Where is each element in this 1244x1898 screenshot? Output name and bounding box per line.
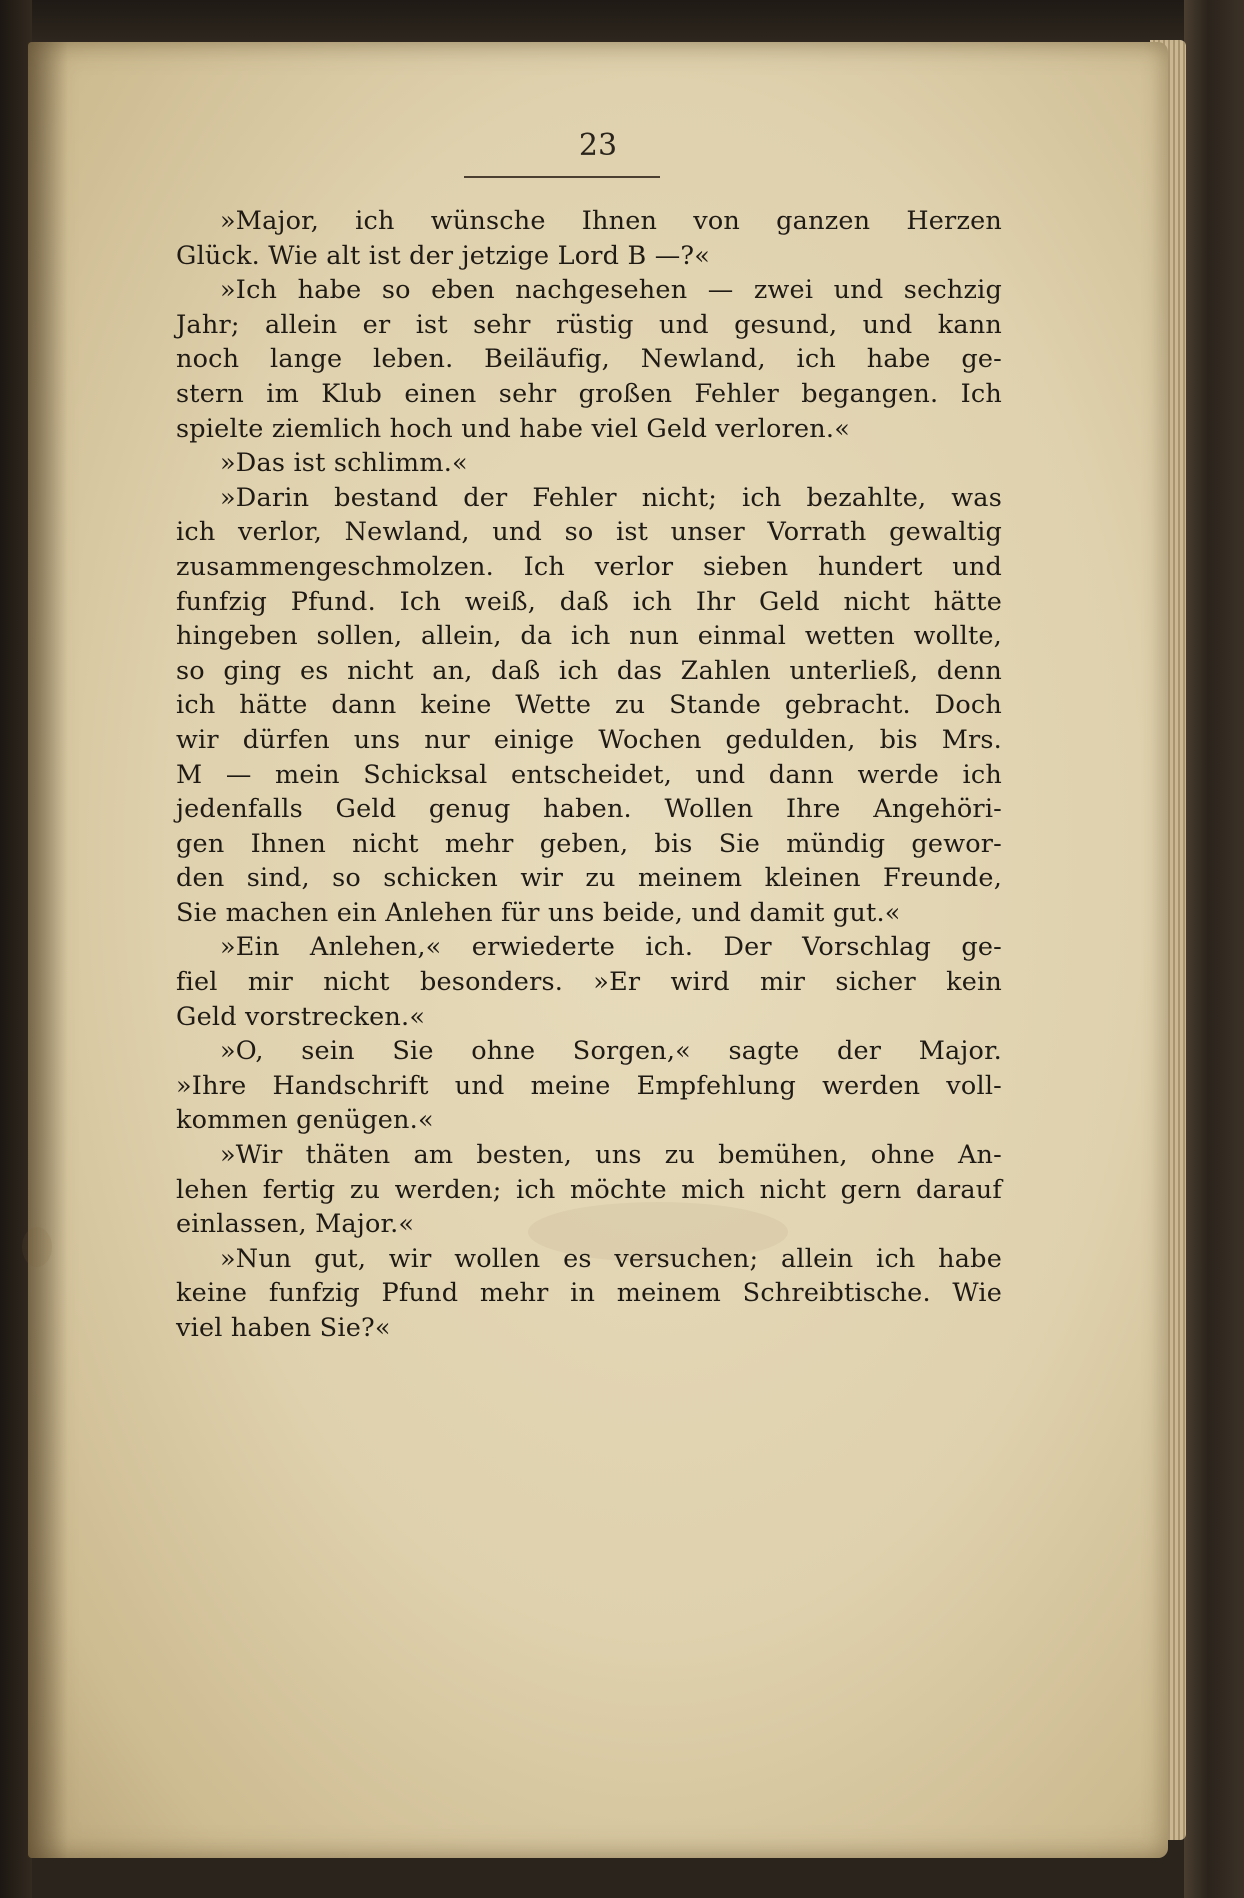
spine-shadow	[28, 42, 68, 1858]
text-line: »Nun gut, wir wollen es versuchen; allein ich habe	[220, 1243, 1002, 1274]
paragraph	[132, 1138, 1002, 1242]
text-line: wir dürfen uns nur einige Wochen gedulden, bis Mrs.	[176, 724, 1002, 755]
text-line: kommen genügen.«	[176, 1105, 434, 1136]
book-cover-right	[1184, 0, 1244, 1898]
text-line: »Ihre Handschrift und meine Empfehlung werden voll-	[176, 1070, 1002, 1101]
page-text	[132, 204, 1002, 1346]
text-line: stern im Klub einen sehr großen Fehler begangen. Ich	[176, 378, 1002, 409]
text-line: hingeben sollen, allein, da ich nun einmal wetten wollte,	[176, 621, 1002, 652]
text-line: Jahr; allein er ist sehr rüstig und gesund, und kann	[176, 309, 1002, 340]
text-line: »Darin bestand der Fehler nicht; ich bezahlte, was	[220, 482, 1002, 513]
header-rule	[464, 176, 660, 178]
text-line: »Ein Anlehen,« erwiederte ich. Der Vorschlag ge-	[220, 932, 1002, 963]
text-line: Geld vorstrecken.«	[176, 1001, 426, 1032]
text-line: lehen fertig zu werden; ich möchte mich nicht gern darauf	[176, 1174, 1002, 1205]
text-line: jedenfalls Geld genug haben. Wollen Ihre Angehöri-	[176, 794, 1002, 825]
paragraph	[132, 273, 1002, 446]
paragraph	[132, 481, 1002, 931]
page-stain	[22, 1227, 52, 1267]
text-line: gen Ihnen nicht mehr geben, bis Sie mündig gewor-	[176, 828, 1002, 859]
text-line: ich verlor, Newland, und so ist unser Vorrath gewaltig	[176, 517, 1002, 548]
text-line: zusammengeschmolzen. Ich verlor sieben hundert und	[176, 551, 1002, 582]
text-line: »O, sein Sie ohne Sorgen,« sagte der Major.	[220, 1036, 1002, 1067]
paragraph	[132, 204, 1002, 273]
text-line: spielte ziemlich hoch und habe viel Geld verloren.«	[176, 413, 851, 444]
text-line: noch lange leben. Beiläufig, Newland, ich habe ge-	[176, 344, 1002, 375]
text-line: einlassen, Major.«	[176, 1209, 415, 1240]
page-number: 23	[578, 128, 618, 163]
text-line: Sie machen ein Anlehen für uns beide, und damit gut.«	[176, 897, 901, 928]
text-line: viel haben Sie?«	[176, 1313, 391, 1343]
paragraph	[132, 1242, 1002, 1346]
paragraph	[132, 446, 1002, 481]
text-line: funfzig Pfund. Ich weiß, daß ich Ihr Geld nicht hätte	[176, 586, 1002, 617]
book-page	[28, 42, 1168, 1858]
text-line: so ging es nicht an, daß ich das Zahlen unterließ, denn	[176, 655, 1002, 686]
text-line: keine funfzig Pfund mehr in meinem Schreibtische. Wie	[176, 1278, 1002, 1309]
paragraph	[132, 930, 1002, 1034]
text-line: »Das ist schlimm.«	[220, 448, 468, 479]
text-line: »Ich habe so eben nachgesehen — zwei und sechzig	[220, 275, 1002, 306]
text-line: den sind, so schicken wir zu meinem kleinen Freunde,	[176, 863, 1002, 894]
paragraph	[132, 1034, 1002, 1138]
text-line: »Wir thäten am besten, uns zu bemühen, ohne An-	[220, 1140, 1002, 1171]
text-line: »Major, ich wünsche Ihnen von ganzen Herzen	[220, 206, 1002, 236]
text-line: Glück. Wie alt ist der jetzige Lord B —?«	[176, 240, 711, 271]
text-line: ich hätte dann keine Wette zu Stande gebracht. Doch	[176, 690, 1002, 721]
text-line: fiel mir nicht besonders. »Er wird mir sicher kein	[176, 967, 1002, 998]
text-line: M — mein Schicksal entscheidet, und dann werde ich	[176, 759, 1002, 790]
